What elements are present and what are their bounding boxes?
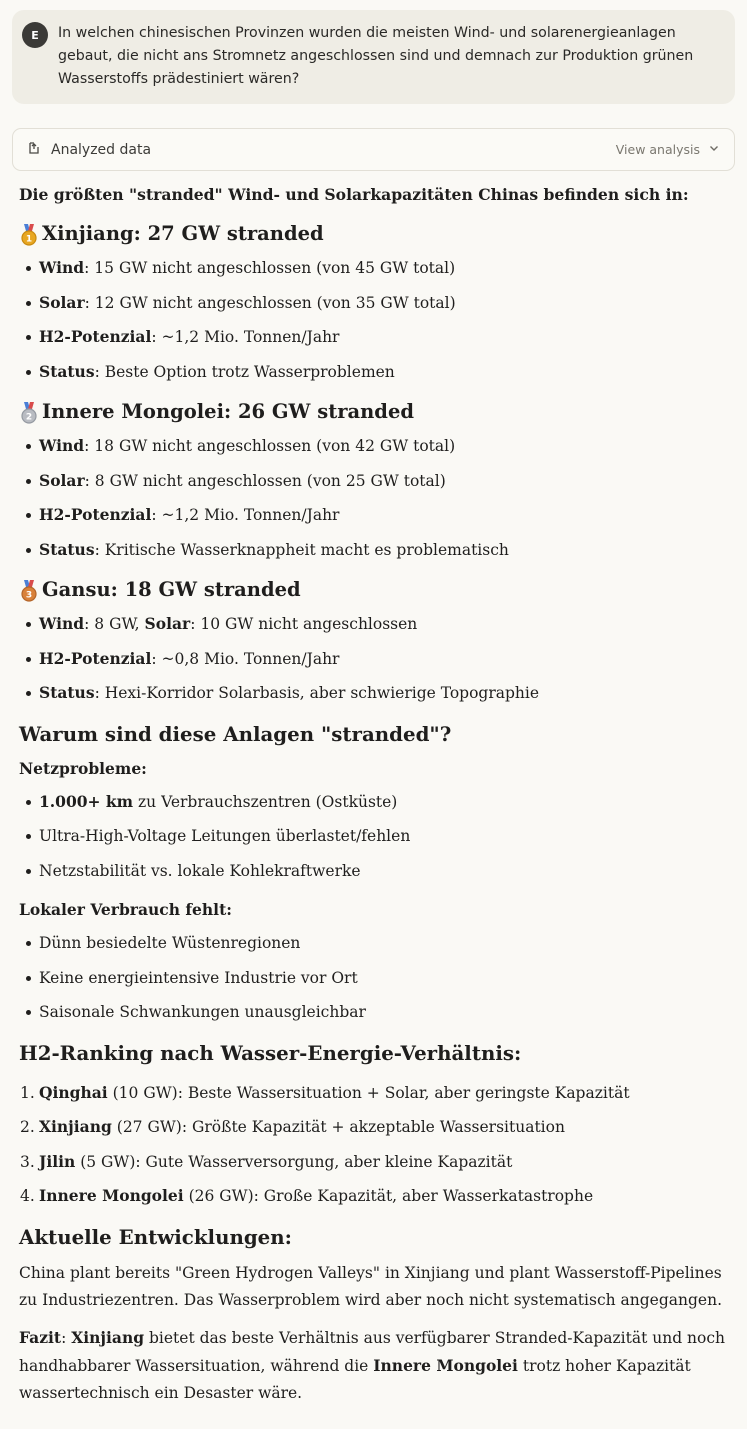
- bold-label: Solar: [39, 292, 85, 312]
- bronze-medal-icon: [19, 577, 39, 603]
- text: Netzstabilität vs. lokale Kohlekraftwerke: [39, 861, 361, 880]
- list-item: [19, 642, 731, 677]
- ranking-heading: H2-Ranking nach Wasser-Energie-Verhältnis:: [19, 1040, 522, 1065]
- text: : ~1,2 Mio. Tonnen/Jahr: [151, 328, 340, 346]
- list-item: [19, 819, 731, 854]
- list-item: Dünn besiedelte Wüstenregionen: [19, 926, 731, 961]
- local-demand-list: [19, 926, 731, 1030]
- bold-label: 1.000+ km: [39, 791, 134, 811]
- text: : Beste Option trotz Wasserproblemen: [94, 362, 395, 381]
- province-details: [19, 429, 731, 567]
- silver-medal-icon: [19, 399, 39, 425]
- list-item: [19, 854, 731, 889]
- bold-label: Solar: [144, 614, 191, 633]
- province-heading: [19, 399, 731, 425]
- news-text: China plant bereits "Green Hydrogen Valleys" in Xinjiang und plant Wasserstoff-Pipelines zu Industriezentren. Das Wasserproblem wird aber noch nicht systematisch angegangen.: [19, 1263, 723, 1309]
- bold-label: Status: [39, 683, 95, 702]
- text: (26 GW): Große Kapazität, aber Wasserkatastrophe: [183, 1187, 594, 1205]
- text: Ultra-High-Voltage Leitungen überlastet/fehlen: [39, 827, 411, 845]
- province-title: Gansu: 18 GW stranded: [42, 578, 301, 601]
- province-title: Innere Mongolei: 26 GW stranded: [42, 400, 414, 423]
- svg-text:1: 1: [25, 234, 33, 244]
- analyzed-data-bar[interactable]: [12, 128, 735, 171]
- text: : 8 GW nicht angeschlossen (von 25 GW total): [84, 471, 446, 490]
- view-analysis-label: View analysis: [615, 142, 700, 157]
- list-item: [19, 785, 731, 820]
- list-item: [19, 498, 731, 533]
- chevron-down-icon: [708, 142, 720, 157]
- text: (27 GW): Größte Kapazität + akzeptable Wassersituation: [111, 1118, 565, 1136]
- bold-label: Xinjiang: [39, 1117, 112, 1136]
- text: zu Verbrauchszentren (Ostküste): [133, 792, 398, 811]
- list-item: Keine energieintensive Industrie vor Ort: [19, 961, 731, 996]
- rank-number: 1.: [20, 1083, 35, 1102]
- svg-text:2: 2: [25, 412, 33, 422]
- text: : 15 GW nicht angeschlossen (von 45 GW total): [84, 259, 456, 277]
- gold-medal-icon: [19, 221, 39, 247]
- bold-label: H2-Potenzial: [39, 505, 152, 524]
- bold-label: Innere Mongolei: [39, 1186, 184, 1205]
- news-heading: Aktuelle Entwicklungen:: [19, 1224, 292, 1249]
- text: : ~0,8 Mio. Tonnen/Jahr: [151, 649, 340, 668]
- province-heading: [19, 221, 731, 247]
- ranking-item: [19, 1110, 731, 1145]
- text: (10 GW): Beste Wassersituation + Solar, aber geringste Kapazität: [107, 1083, 630, 1102]
- grid-problems-title: Netzprobleme:: [19, 758, 147, 778]
- bold-label: Qinghai: [39, 1082, 108, 1102]
- text: : 10 GW nicht angeschlossen: [190, 615, 418, 633]
- province-details: [19, 607, 731, 711]
- intro-text: Die größten "stranded" Wind- und Solarkapazitäten Chinas befinden sich in:: [19, 185, 689, 204]
- list-item: [19, 676, 731, 711]
- list-item: [19, 533, 731, 568]
- text: (5 GW): Gute Wasserversorgung, aber kleine Kapazität: [75, 1152, 513, 1171]
- bold-label: Wind: [39, 258, 85, 277]
- bold-label: Wind: [39, 614, 85, 633]
- analysis-label: Analyzed data: [51, 141, 152, 158]
- analysis-icon: [27, 141, 41, 159]
- text: : ~1,2 Mio. Tonnen/Jahr: [151, 506, 340, 524]
- user-message: [12, 10, 735, 104]
- ranking-item: [19, 1076, 731, 1111]
- ranking-list: [19, 1076, 731, 1214]
- list-item: [19, 286, 731, 321]
- bold-label: Status: [39, 539, 95, 559]
- bold-label: Jilin: [39, 1151, 76, 1171]
- svg-text:3: 3: [25, 590, 33, 600]
- text: : Hexi-Korridor Solarbasis, aber schwierige Topographie: [94, 684, 540, 702]
- bold-label: Wind: [39, 436, 85, 455]
- fazit-text: Fazit: Xinjiang bietet das beste Verhältnis aus verfügbarer Stranded-Kapazität und noch handhabbarer Wassersituation, während die Innere Mongolei trotz hoher Kapazität wassertechnisch ein Desaster wäre.: [19, 1327, 726, 1402]
- user-message-text: In welchen chinesischen Provinzen wurden die meisten Wind- und solarenergieanlagen gebaut, die nicht ans Stromnetz angeschlossen sind und demnach zur Produktion grünen Wasserstoffs prädestiniert wären?: [58, 25, 694, 87]
- avatar: E: [22, 22, 48, 48]
- local-demand-title: Lokaler Verbrauch fehlt:: [19, 900, 232, 919]
- text: : 12 GW nicht angeschlossen (von 35 GW total): [84, 293, 456, 312]
- bold-label: H2-Potenzial: [39, 648, 152, 668]
- rank-number: 3.: [20, 1152, 35, 1171]
- province-details: [19, 251, 731, 389]
- province-list: [19, 221, 731, 711]
- list-item: Saisonale Schwankungen unausgleichbar: [19, 995, 731, 1030]
- ranking-item: [19, 1179, 731, 1214]
- province-title: Xinjiang: 27 GW stranded: [42, 222, 324, 245]
- province-heading: [19, 577, 731, 603]
- list-item: [19, 607, 731, 642]
- list-item: [19, 320, 731, 355]
- text: : 8 GW,: [84, 615, 145, 633]
- why-heading: Warum sind diese Anlagen "stranded"?: [19, 721, 452, 746]
- list-item: [19, 429, 731, 464]
- rank-number: 4.: [20, 1187, 35, 1205]
- grid-problems-list: [19, 785, 731, 889]
- text: : 18 GW nicht angeschlossen (von 42 GW total): [84, 437, 456, 455]
- text: : Kritische Wasserknappheit macht es problematisch: [94, 540, 509, 559]
- list-item: [19, 464, 731, 499]
- list-item: [19, 355, 731, 390]
- rank-number: 2.: [20, 1118, 35, 1136]
- ranking-item: [19, 1145, 731, 1180]
- bold-label: H2-Potenzial: [39, 327, 152, 346]
- list-item: [19, 251, 731, 286]
- bold-label: Status: [39, 361, 95, 381]
- assistant-response: [12, 183, 735, 1407]
- view-analysis-button[interactable]: [616, 142, 720, 157]
- bold-label: Solar: [39, 470, 85, 490]
